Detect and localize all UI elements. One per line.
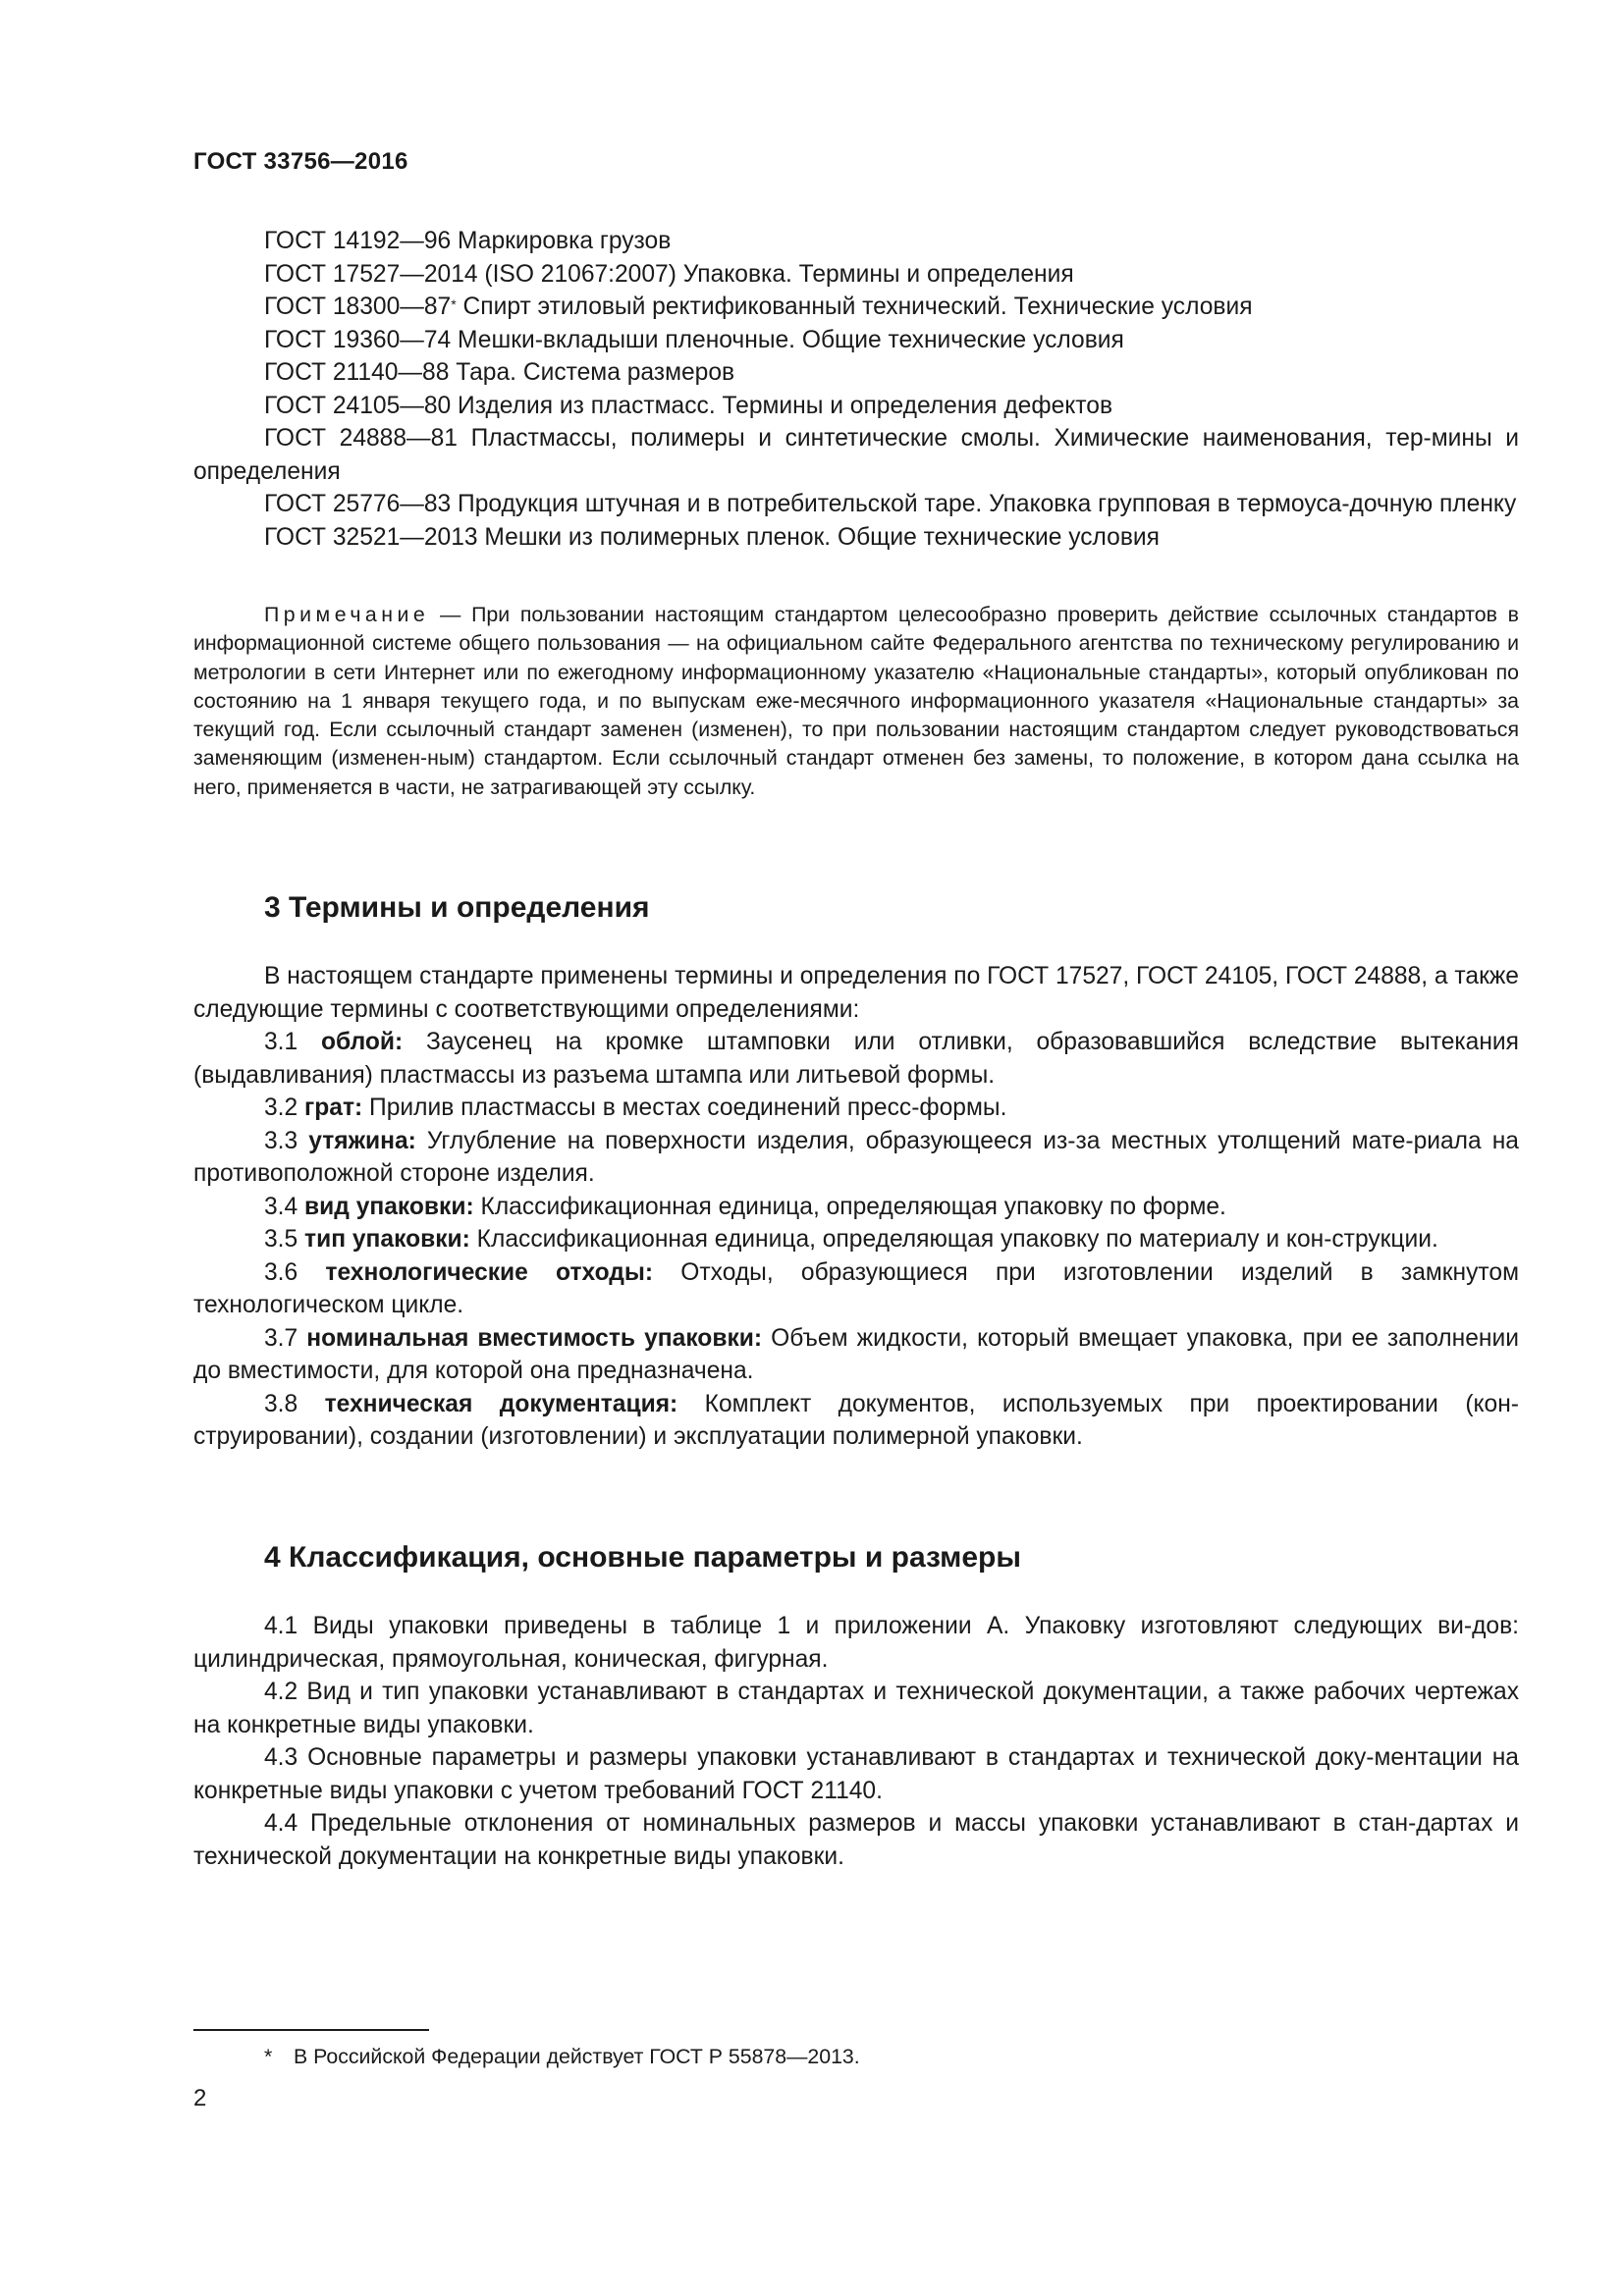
term-definition [193, 1223, 1519, 1256]
term-name: техническая документация: [324, 1390, 678, 1417]
term-definition [193, 1256, 1519, 1322]
term-text: Углубление на поверхности изделия, образующееся из-за местных утолщений мате-риала на противоположной стороне изделия. [193, 1127, 1519, 1187]
term-text: Заусенец на кромке штамповки или отливки, образовавшийся вследствие вытекания (выдавливания) пластмассы из разъема штампа или литьевой формы. [193, 1029, 1519, 1089]
document-code: ГОСТ 33756—2016 [193, 148, 408, 175]
section-4-paragraph: 4.1 Виды упаковки приведены в таблице 1 и приложении А. Упаковку изготовляют следующих ви-дов: цилиндрическая, прямоугольная, коническая, фигурная. [193, 1613, 1519, 1673]
term-definition [193, 1191, 1519, 1224]
term-name: вид упаковки: [304, 1193, 474, 1220]
reference-item [193, 291, 1519, 324]
reference-item: ГОСТ 14192—96 Маркировка грузов [264, 228, 672, 254]
term-number: 3.2 [264, 1095, 305, 1121]
page-number: 2 [193, 2085, 207, 2111]
normative-references-list [193, 225, 1519, 554]
section-3-heading: 3 Термины и определения [264, 891, 650, 924]
term-text: Отходы, образующиеся при изготовлении изделий в замкнутом технологическом цикле. [193, 1258, 1520, 1318]
term-text: Классификационная единица, определяющая упаковку по материалу и кон-струкции. [469, 1226, 1438, 1253]
section-4-heading: 4 Классификация, основные параметры и размеры [264, 1541, 1022, 1574]
reference-item: ГОСТ 17527—2014 (ISO 21067:2007) Упаковка. Термины и определения [264, 260, 1074, 288]
term-number: 3.7 [264, 1324, 307, 1352]
section-4-paragraph: 4.2 Вид и тип упаковки устанавливают в стандартах и технической документации, а также рабочих чертежах на конкретные виды упаковки. [193, 1679, 1519, 1738]
footnote-marker: * [264, 2045, 273, 2068]
term-definition [193, 1322, 1519, 1388]
footnote-marker: * [451, 296, 457, 312]
term-definition [193, 1388, 1519, 1454]
term-number: 3.6 [264, 1258, 326, 1286]
term-text: Классификационная единица, определяющая упаковку по форме. [473, 1193, 1226, 1220]
term-text: Комплект документов, используемых при проектировании (кон-струировании), создании (изготовлении) и эксплуатации полимерной упаковки. [193, 1390, 1519, 1450]
footnote-text: В Российской Федерации действует ГОСТ Р 55878—2013. [294, 2045, 860, 2068]
section-4-paragraph: 4.3 Основные параметры и размеры упаковки устанавливают в стандартах и технической доку-ментации на конкретные виды упаковки с учетом требований ГОСТ 21140. [193, 1744, 1519, 1804]
reference-item: ГОСТ 21140—88 Тара. Система размеров [264, 359, 735, 386]
term-name: утяжина: [308, 1127, 416, 1154]
term-text: Объем жидкости, который вмещает упаковка, при ее заполнении до вместимости, для которой она предназначена. [193, 1324, 1519, 1384]
term-number: 3.3 [264, 1127, 309, 1154]
term-number: 3.5 [264, 1226, 305, 1253]
reference-item: ГОСТ 19360—74 Мешки-вкладыши пленочные. Общие технические условия [264, 326, 1124, 353]
note-paragraph [193, 601, 1519, 802]
section-3-body [193, 960, 1519, 1454]
reference-title: Спирт этиловый ректификованный технический. Технические условия [456, 294, 1253, 320]
note-label: Примечание [264, 603, 430, 626]
section-4-paragraph: 4.4 Предельные отклонения от номинальных размеров и массы упаковки устанавливают в стан-дартах и технической документации на конкретные виды упаковки. [193, 1810, 1519, 1870]
reference-item: ГОСТ 24888—81 Пластмассы, полимеры и синтетические смолы. Химические наименования, тер-мины и определения [193, 425, 1519, 485]
footnote [264, 2045, 860, 2069]
term-definition [193, 1125, 1519, 1191]
term-name: грат: [304, 1095, 363, 1121]
section-3-intro: В настоящем стандарте применены термины и определения по ГОСТ 17527, ГОСТ 24105, ГОСТ 24888, а также следующие термины с соответствующими определениями: [193, 963, 1519, 1023]
term-text: Прилив пластмассы в местах соединений пресс-формы. [362, 1095, 1007, 1121]
term-definition [193, 1026, 1519, 1092]
term-number: 3.1 [264, 1029, 321, 1055]
term-name: тип упаковки: [304, 1226, 470, 1253]
reference-item: ГОСТ 25776—83 Продукция штучная и в потребительской таре. Упаковка групповая в термоуса-дочную пленку [264, 491, 1517, 517]
footnote-divider [193, 2029, 429, 2031]
reference-code: ГОСТ 18300—87 [264, 294, 452, 320]
section-4-body [193, 1610, 1519, 1873]
term-name: номинальная вместимость упаковки: [306, 1324, 763, 1352]
term-number: 3.4 [264, 1193, 305, 1220]
note-text: — При пользовании настоящим стандартом целесообразно проверить действие ссылочных стандартов в информационной системе общего пользования — на официальном сайте Федерального агентства по техническому регулированию и метрологии в сети Интернет или по ежегодному информационному указателю «Национальные стандарты», который опубликован по состоянию на 1 января текущего года, и по выпускам еже-месячного информационного указателя «Национальные стандарты» за текущий год. Если ссылочный стандарт заменен (изменен), то при пользовании настоящим стандартом следует руководствоваться заменяющим (изменен-ным) стандартом. Если ссылочный стандарт отменен без замены, то положение, в котором дана ссылка на него, применяется в части, не затрагивающей эту ссылку. [193, 603, 1519, 799]
reference-item: ГОСТ 32521—2013 Мешки из полимерных пленок. Общие технические условия [264, 523, 1160, 551]
term-number: 3.8 [264, 1390, 325, 1417]
term-definition [193, 1092, 1519, 1125]
term-name: облой: [321, 1029, 404, 1055]
term-name: технологические отходы: [325, 1258, 654, 1286]
reference-item: ГОСТ 24105—80 Изделия из пластмасс. Термины и определения дефектов [264, 392, 1113, 419]
